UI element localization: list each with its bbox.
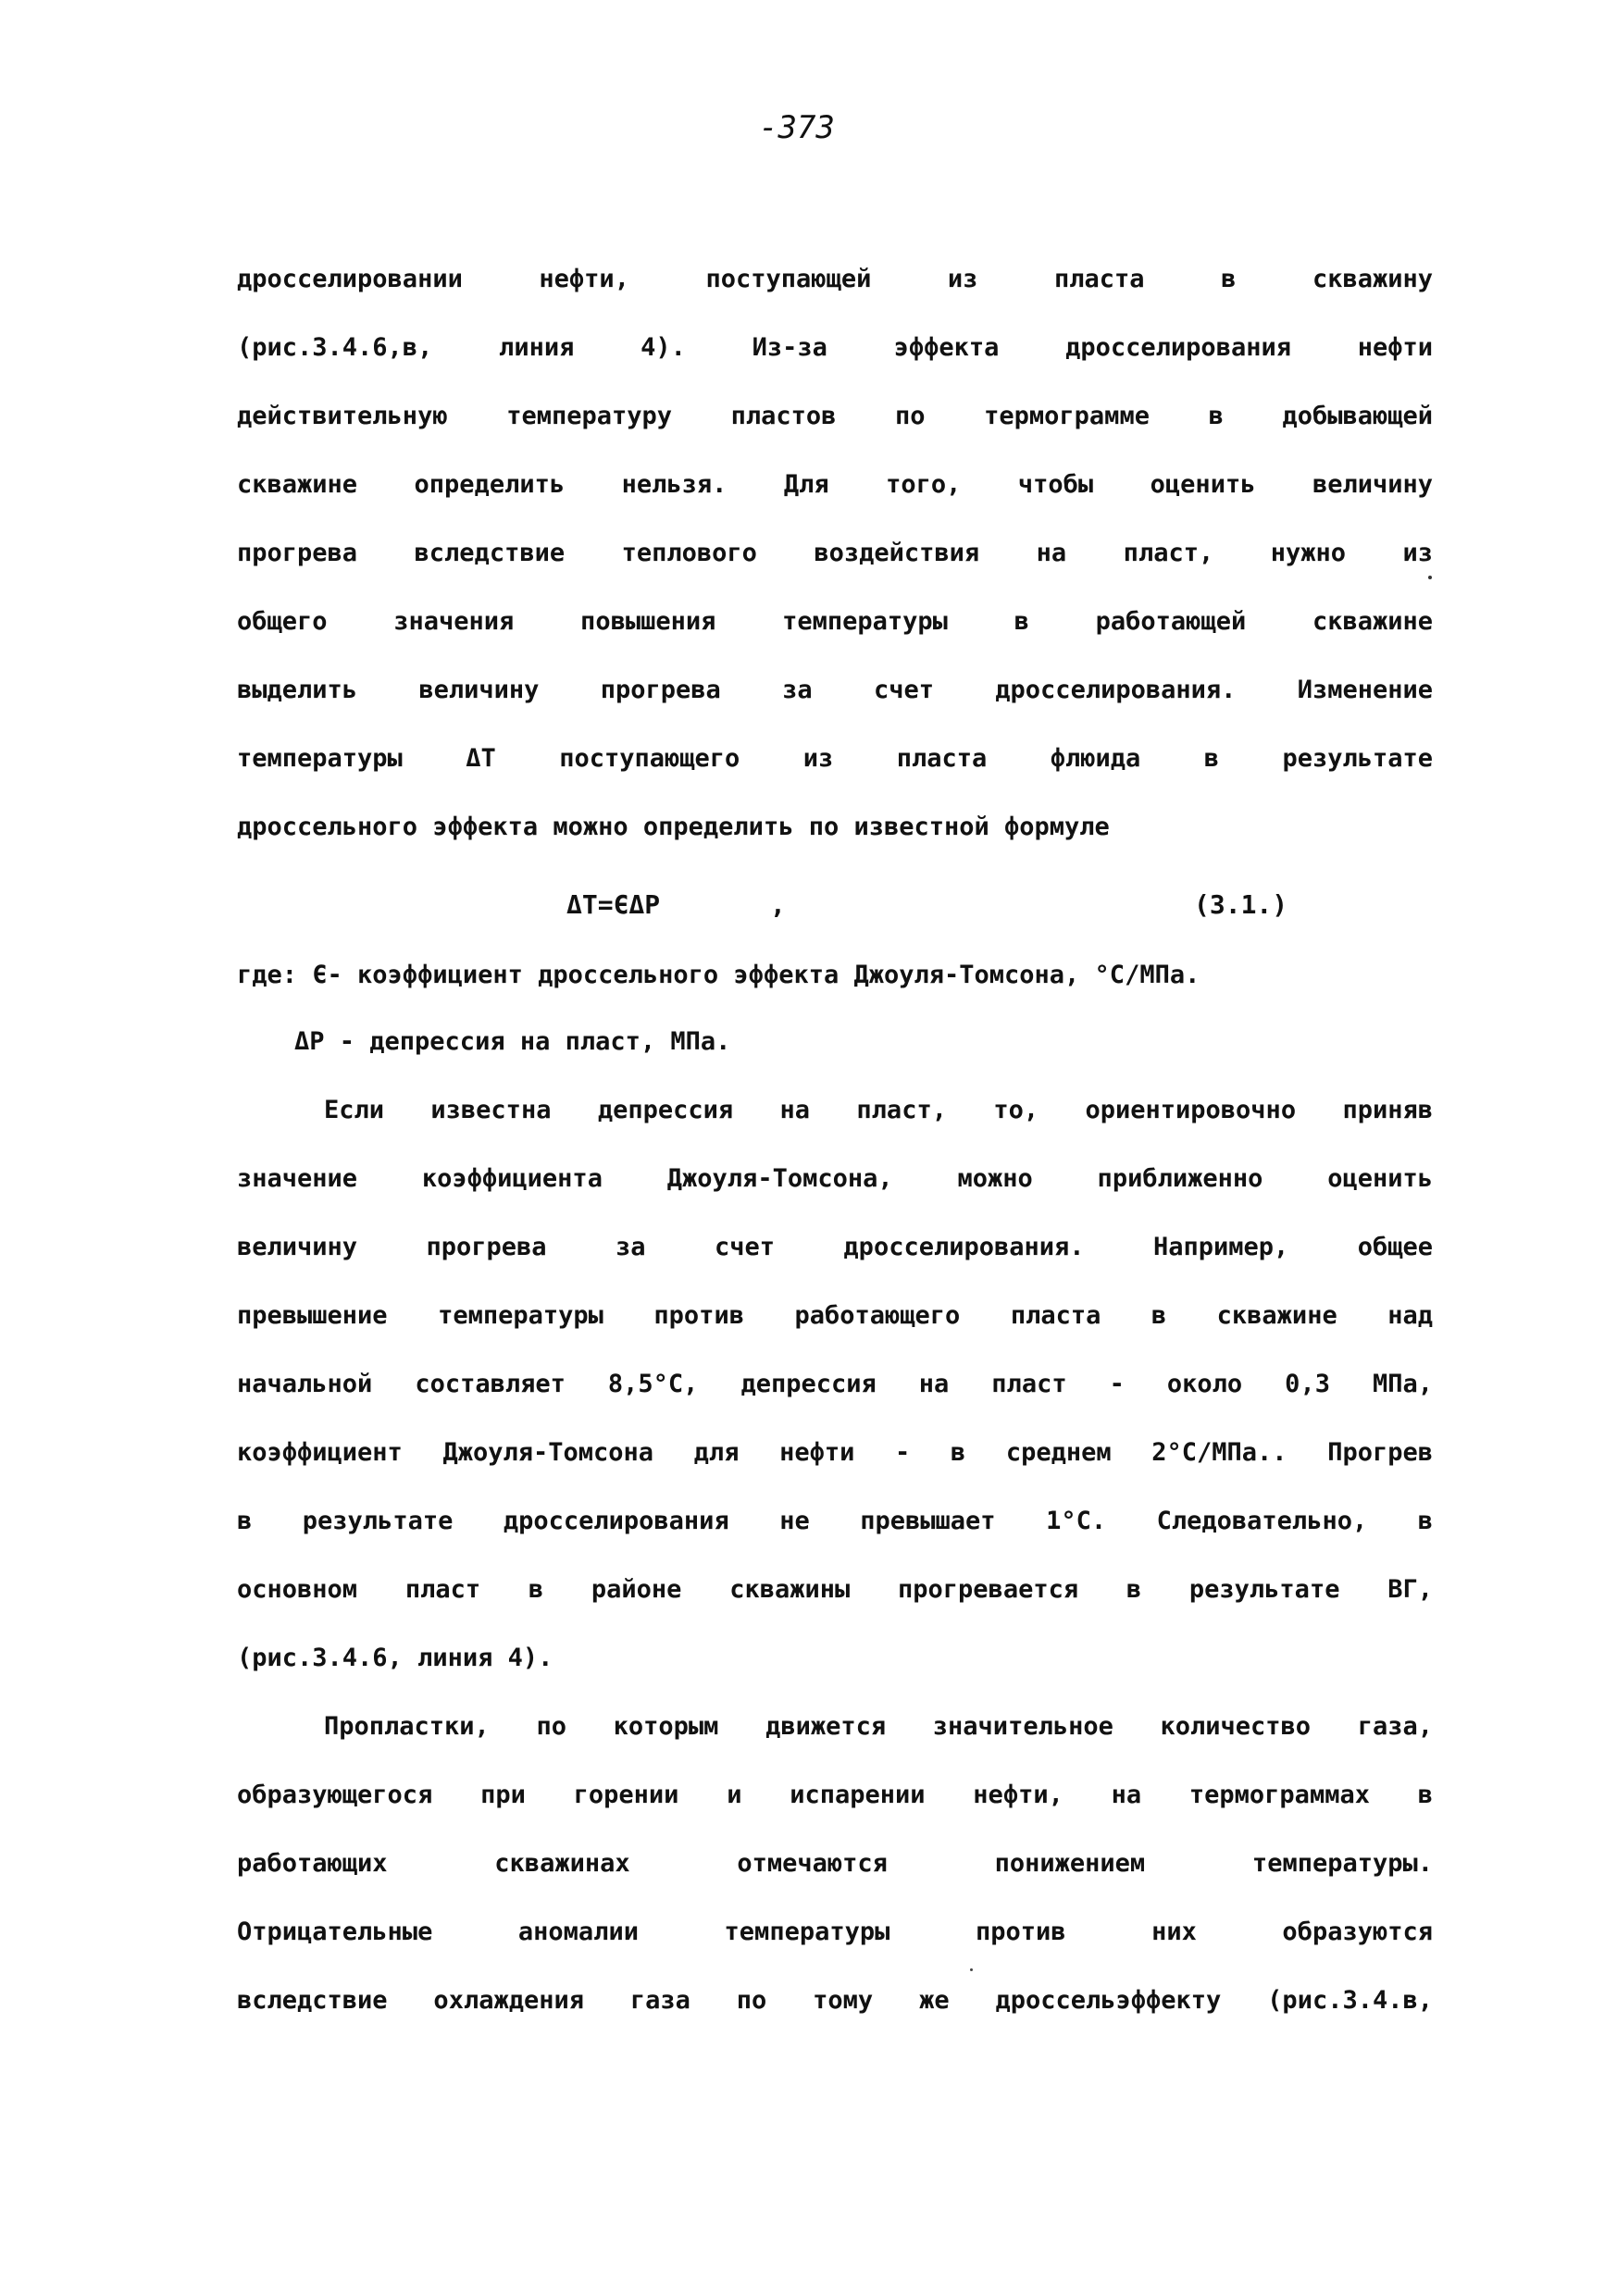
- text-line: величину прогрева за счет дросселирования. Например, общее: [237, 1233, 1433, 1261]
- text-line: скважине определить нельзя. Для того, чтобы оценить величину: [237, 470, 1433, 499]
- definition-line: ΔP - депрессия на пласт, МПа.: [294, 1027, 731, 1056]
- text-line: дроссельного эффекта можно определить по известной формуле: [237, 813, 1110, 841]
- stray-mark: [1428, 576, 1432, 579]
- text-line: Если известна депрессия на пласт, то, ориентировочно приняв: [324, 1096, 1433, 1124]
- text-line: прогрева вследствие теплового воздействия на пласт, нужно из: [237, 539, 1433, 567]
- text-line: коэффициент Джоуля-Томсона для нефти - в среднем 2°С/МПа.. Прогрев: [237, 1438, 1433, 1467]
- text-line: основном пласт в районе скважины прогревается в результате ВГ,: [237, 1575, 1433, 1604]
- text-line: работающих скважинах отмечаются понижением температуры.: [237, 1849, 1433, 1878]
- page-number: -373: [759, 109, 835, 146]
- text-line: (рис.3.4.6,в, линия 4). Из-за эффекта дросселирования нефти: [237, 333, 1433, 362]
- definition-line: где: Є- коэффициент дроссельного эффекта Джоуля-Томсона, °С/МПа.: [237, 961, 1200, 989]
- text-line: выделить величину прогрева за счет дросселирования. Изменение: [237, 676, 1433, 704]
- stray-mark: [970, 1968, 973, 1971]
- formula-expression: ΔT=ЄΔP: [566, 889, 661, 920]
- text-line: общего значения повышения температуры в работающей скважине: [237, 607, 1433, 636]
- formula-separator: ,: [770, 889, 786, 920]
- text-line: начальной составляет 8,5°С, депрессия на пласт - около 0,3 МПа,: [237, 1370, 1433, 1398]
- formula-number: (3.1.): [1194, 889, 1288, 920]
- text-line: образующегося при горении и испарении нефти, на термограммах в: [237, 1781, 1433, 1809]
- text-line: в результате дросселирования не превышает 1°С. Следовательно, в: [237, 1507, 1433, 1535]
- text-line: превышение температуры против работающего пласта в скважине над: [237, 1301, 1433, 1330]
- text-line: Отрицательные аномалии температуры против них образуются: [237, 1917, 1433, 1946]
- text-line: температуры ΔT поступающего из пласта флюида в результате: [237, 744, 1433, 773]
- text-line: дросселировании нефти, поступающей из пласта в скважину: [237, 265, 1433, 293]
- text-line: вследствие охлаждения газа по тому же дроссельэффекту (рис.3.4.в,: [237, 1986, 1433, 2015]
- text-line: Пропластки, по которым движется значительное количество газа,: [324, 1712, 1433, 1741]
- text-line: значение коэффициента Джоуля-Томсона, можно приближенно оценить: [237, 1164, 1433, 1193]
- text-line: (рис.3.4.6, линия 4).: [237, 1644, 554, 1672]
- text-line: действительную температуру пластов по термограмме в добывающей: [237, 402, 1433, 430]
